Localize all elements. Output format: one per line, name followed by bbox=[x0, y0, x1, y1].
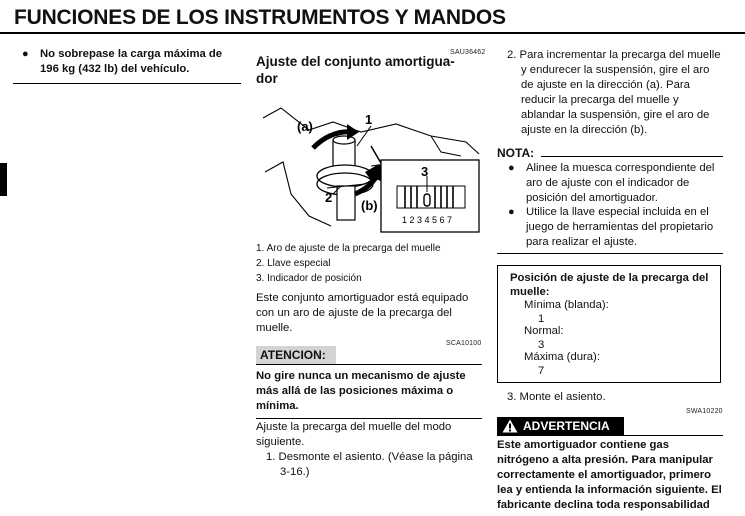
section-title: Ajuste del conjunto amortigua-dor bbox=[256, 54, 455, 86]
warning-code: SWA10220 bbox=[686, 408, 723, 415]
max-label: Máxima (dura): bbox=[524, 351, 600, 363]
min-label: Mínima (blanda): bbox=[524, 299, 609, 311]
page-title: FUNCIONES DE LOS INSTRUMENTOS Y MANDOS bbox=[14, 6, 506, 29]
max-value: 7 bbox=[538, 365, 545, 377]
warning-label bbox=[497, 417, 624, 435]
procedure-intro: Ajuste la precarga del muelle del modo siguiente. bbox=[256, 421, 452, 448]
nota-item bbox=[508, 161, 724, 206]
legend-item: 2. Llave especial bbox=[256, 258, 331, 269]
caution-rule-bottom bbox=[256, 418, 482, 419]
warning-triangle-icon bbox=[502, 419, 518, 433]
bullet-icon: ● bbox=[508, 206, 515, 218]
column-rule bbox=[13, 83, 241, 84]
warning-rule bbox=[497, 435, 723, 436]
preload-box-title: Posición de ajuste de la precarga del muelle: bbox=[510, 272, 709, 298]
nota-item bbox=[508, 205, 724, 250]
callout-3-label: 3 bbox=[421, 164, 429, 179]
normal-label: Normal: bbox=[524, 325, 564, 337]
nota-item-text: Alinee la muesca correspondiente del aro de ajuste con el indicador de posición del amortiguador. bbox=[526, 162, 715, 204]
intro-paragraph: Este conjunto amortiguador está equipado con un aro de ajuste de la precarga del muelle. bbox=[256, 292, 469, 334]
direction-b-label: (b) bbox=[361, 198, 378, 213]
header-rule bbox=[0, 32, 745, 34]
bullet-icon: ● bbox=[22, 48, 29, 60]
step-1-text: 1. Desmonte el asiento. (Véase la página 3-16.) bbox=[266, 451, 473, 478]
section-code: SAU36462 bbox=[450, 49, 486, 56]
warning-text: Este amortiguador contiene gas nitrógeno a alta presión. Para manipular correctamente el amortiguador, primero lea y entienda la información siguiente. El fabricante declina toda responsabilidad bbox=[497, 439, 722, 511]
load-warning-item bbox=[22, 47, 242, 77]
step-2-text: 2. Para incrementar la precarga del muelle y endurecer la suspensión, gire el aro de ajuste en la dirección (a). Para reducir la precarga del muelle y ablandar la suspensión, gire el aro de ajuste en la dirección (b). bbox=[507, 49, 721, 136]
section-tab-marker bbox=[0, 163, 7, 196]
nota-item-text: Utilice la llave especial incluida en el juego de herramientas del propietario para realizar el ajuste. bbox=[526, 206, 714, 248]
normal-value: 3 bbox=[538, 339, 545, 351]
legend-item: 1. Aro de ajuste de la precarga del muelle bbox=[256, 243, 441, 254]
nota-end-rule bbox=[497, 253, 723, 254]
nota-label: NOTA: bbox=[497, 146, 535, 160]
legend-item: 3. Indicador de posición bbox=[256, 273, 362, 284]
caution-label: ATENCION: bbox=[256, 346, 336, 364]
warning-label-text: ADVERTENCIA bbox=[523, 419, 610, 433]
nota-rule bbox=[541, 156, 723, 157]
caution-text: No gire nunca un mecanismo de ajuste más allá de las posiciones máxima o mínima. bbox=[256, 370, 466, 412]
load-warning-text: No sobrepase la carga máxima de 196 kg (432 lb) del vehículo. bbox=[40, 48, 223, 75]
direction-a-label: (a) bbox=[297, 119, 313, 134]
caution-rule-top bbox=[256, 364, 482, 365]
bullet-icon: ● bbox=[508, 162, 515, 174]
caution-code: SCA10100 bbox=[446, 340, 482, 347]
callout-2-label: 2 bbox=[325, 190, 333, 205]
page-header bbox=[0, 0, 745, 36]
figure-legend bbox=[256, 241, 482, 286]
shock-absorber-figure bbox=[261, 102, 481, 234]
callout-1-label: 1 bbox=[365, 112, 373, 127]
preload-settings-box bbox=[497, 265, 721, 383]
position-scale-label: 1 2 3 4 5 6 7 bbox=[402, 215, 453, 225]
step-3-text: 3. Monte el asiento. bbox=[507, 391, 606, 403]
min-value: 1 bbox=[538, 313, 545, 325]
